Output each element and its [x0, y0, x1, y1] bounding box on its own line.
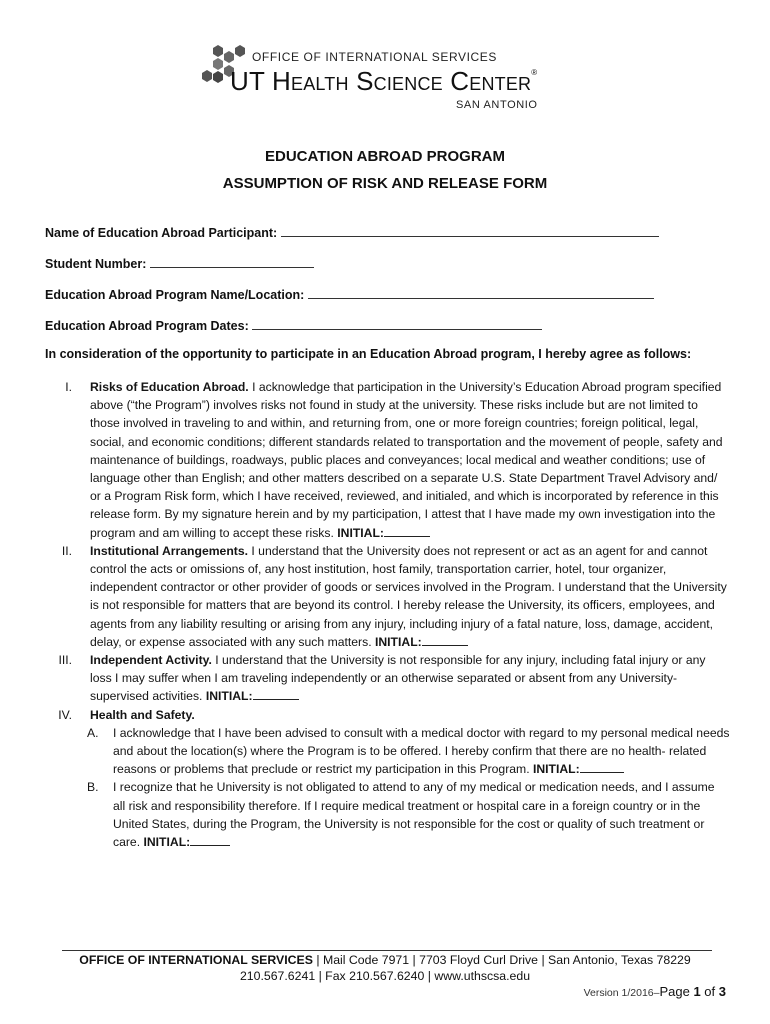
section-text: I understand that the University is not responsible for any injury, including fatal injury or any loss I may suffer when I am traveling independently or an otherwise separated or absent from any University- supervised activities.: [90, 653, 706, 704]
program-name-line[interactable]: [308, 286, 654, 299]
participant-name-label: Name of Education Abroad Participant:: [45, 226, 278, 240]
student-number-line[interactable]: [150, 255, 314, 268]
page-indicator: [584, 984, 726, 999]
city-name: SAN ANTONIO: [456, 99, 538, 111]
section-number: I.: [65, 380, 72, 394]
organization-name: UT Health Science Center®: [230, 66, 538, 96]
registered-mark: ®: [531, 68, 538, 77]
institution-logo: [200, 44, 580, 116]
subsection-letter: B.: [87, 780, 99, 795]
student-number-label: Student Number:: [45, 257, 147, 271]
footer-contact: 210.567.6241 | Fax 210.567.6240 | www.uthscsa.edu: [239, 969, 531, 983]
section-heading: Risks of Education Abroad.: [90, 380, 249, 394]
footer-address: [0, 953, 770, 967]
subsection-a: [87, 724, 730, 779]
program-name-field[interactable]: [45, 286, 654, 302]
initial-field[interactable]: [384, 524, 430, 537]
section-independent: [58, 651, 730, 706]
footer-address-text: | Mail Code 7971 | 7703 Floyd Curl Drive | San Antonio, Texas 78229: [312, 953, 691, 967]
version-label: Version 1/2016–: [583, 987, 660, 999]
subsection-text: I acknowledge that I have been advised to consult with a medical doctor with regard to my personal medical needs and about the location(s) where the Program is to be offered. I hereby confirm that there are no health- related reasons or problems that preclude or restrict my participation in this Program.: [113, 725, 730, 777]
office-name: OFFICE OF INTERNATIONAL SERVICES: [252, 50, 498, 64]
initial-label: INITIAL:: [374, 634, 422, 649]
page-word: Page: [659, 984, 694, 999]
participant-name-field[interactable]: [45, 224, 659, 240]
initial-label: INITIAL:: [532, 762, 580, 777]
page-number: 1: [693, 984, 701, 999]
section-number: II.: [61, 543, 72, 558]
agreement-intro: In consideration of the opportunity to participate in an Education Abroad program, I hereby agree as follows:: [45, 347, 692, 361]
initial-field[interactable]: [190, 833, 230, 846]
section-heading: Independent Activity.: [90, 653, 212, 668]
initial-label: INITIAL:: [205, 689, 253, 704]
section-number: III.: [58, 653, 72, 668]
section-heading: Health and Safety.: [90, 707, 195, 722]
program-dates-field[interactable]: [45, 317, 542, 333]
program-dates-label: Education Abroad Program Dates:: [45, 319, 249, 333]
footer-office: OFFICE OF INTERNATIONAL SERVICES: [79, 953, 313, 967]
footer-divider: [62, 950, 712, 951]
form-title-release: ASSUMPTION OF RISK AND RELEASE FORM: [222, 175, 548, 192]
initial-label: INITIAL:: [337, 525, 384, 540]
section-heading: Institutional Arrangements.: [90, 543, 249, 558]
section-health-safety: [58, 706, 730, 852]
section-risks: [65, 378, 730, 542]
initial-field[interactable]: [422, 633, 468, 646]
section-number: IV.: [58, 707, 72, 722]
subsection-text: I recognize that he University is not obligated to attend to any of my medical or medication needs, and I assume all risk and responsibility therefore. If I require medical treatment or hospital care in a foreign country or in the United States, during the Program, the University is not responsible for the cost or quality of such treatment or care.: [113, 780, 715, 850]
release-sections: [0, 378, 770, 851]
program-name-label: Education Abroad Program Name/Location:: [45, 288, 305, 302]
student-number-field[interactable]: [45, 255, 314, 271]
section-text: I acknowledge that participation in the University’s Education Abroad program specified above (“the Program”) involves risks not found in study at the university. These risks include but are not limited to those involved in traveling to and within, and returning from, one or more foreign countries; foreign political, legal, social, and economic conditions; different standards related to transportation and the movement of people, safety and maintenance of buildings, roadways, public places and conveyances; local medical and weather conditions; use of language other than English; and other matters described on a separate U.S. State Department Travel Advisory and/ or a Program Risk form, which I have received, reviewed, and initialed, and which is incorporated by reference in this release form. By my signature herein and by my participation, I attest that I have made my own investigation into the program and am willing to accept these risks.: [90, 380, 723, 540]
initial-label: INITIAL:: [143, 835, 191, 850]
form-title-program: EDUCATION ABROAD PROGRAM: [265, 148, 505, 165]
section-institutional: [61, 542, 730, 651]
participant-name-line[interactable]: [281, 224, 659, 237]
subsection-b: [87, 778, 730, 851]
section-text: I understand that the University does not represent or act as an agent for and cannot control the acts or omissions of, any host institution, host family, transportation carrier, hotel, tour organizer, independent contractor or other provider of goods or services involved in the Program. I understand that the University is not responsible for matters that are beyond its control. I hereby release the University, its officers, employees, and agents from any liability resulting or arising from any injury, including injury of a fatal nature, loss, damage, accident, delay, or expense associated with any such matters.: [90, 543, 727, 649]
initial-field[interactable]: [253, 687, 299, 700]
initial-field[interactable]: [580, 760, 624, 773]
program-dates-line[interactable]: [252, 317, 542, 330]
page-of: of: [700, 984, 719, 999]
page-total: 3: [718, 984, 726, 999]
subsection-letter: A.: [87, 725, 99, 740]
